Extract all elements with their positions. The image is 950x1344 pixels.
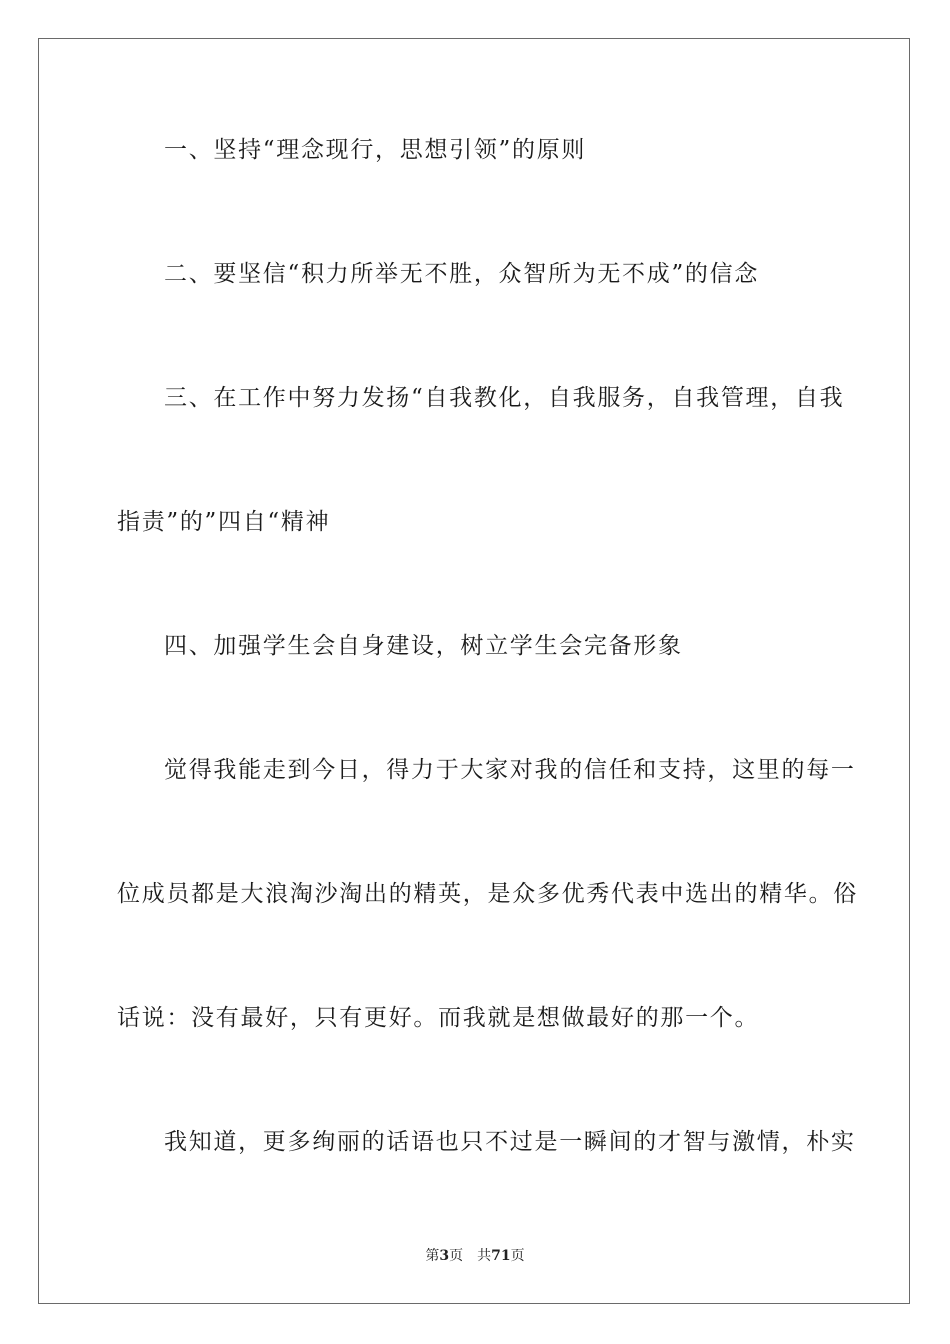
page-number: 3	[439, 1248, 450, 1264]
total-pages: 71	[491, 1248, 511, 1264]
page-border	[38, 38, 910, 1304]
total-prefix: 共	[477, 1248, 492, 1264]
paragraph-line: 一、坚持“理念现行，思想引领”的原则	[164, 137, 587, 163]
paragraph-line: 觉得我能走到今日，得力于大家对我的信任和支持，这里的每一	[164, 757, 856, 783]
page-suffix: 页	[449, 1248, 464, 1264]
total-suffix: 页	[510, 1248, 525, 1264]
paragraph-line: 指责”的”四自“精神	[117, 509, 331, 535]
paragraph-line: 二、要坚信“积力所举无不胜，众智所为无不成”的信念	[164, 261, 760, 287]
paragraph-line: 我知道，更多绚丽的话语也只不过是一瞬间的才智与激情，朴实	[164, 1129, 856, 1155]
paragraph-line: 三、在工作中努力发扬“自我教化，自我服务，自我管理，自我	[164, 385, 845, 411]
paragraph-line: 四、加强学生会自身建设，树立学生会完备形象	[164, 633, 683, 659]
paragraph-line: 话说：没有最好，只有更好。而我就是想做最好的那一个。	[117, 1005, 760, 1031]
page-footer	[0, 1246, 950, 1266]
paragraph-line: 位成员都是大浪淘沙淘出的精英，是众多优秀代表中选出的精华。俗	[117, 881, 858, 907]
page-prefix: 第	[425, 1248, 440, 1264]
